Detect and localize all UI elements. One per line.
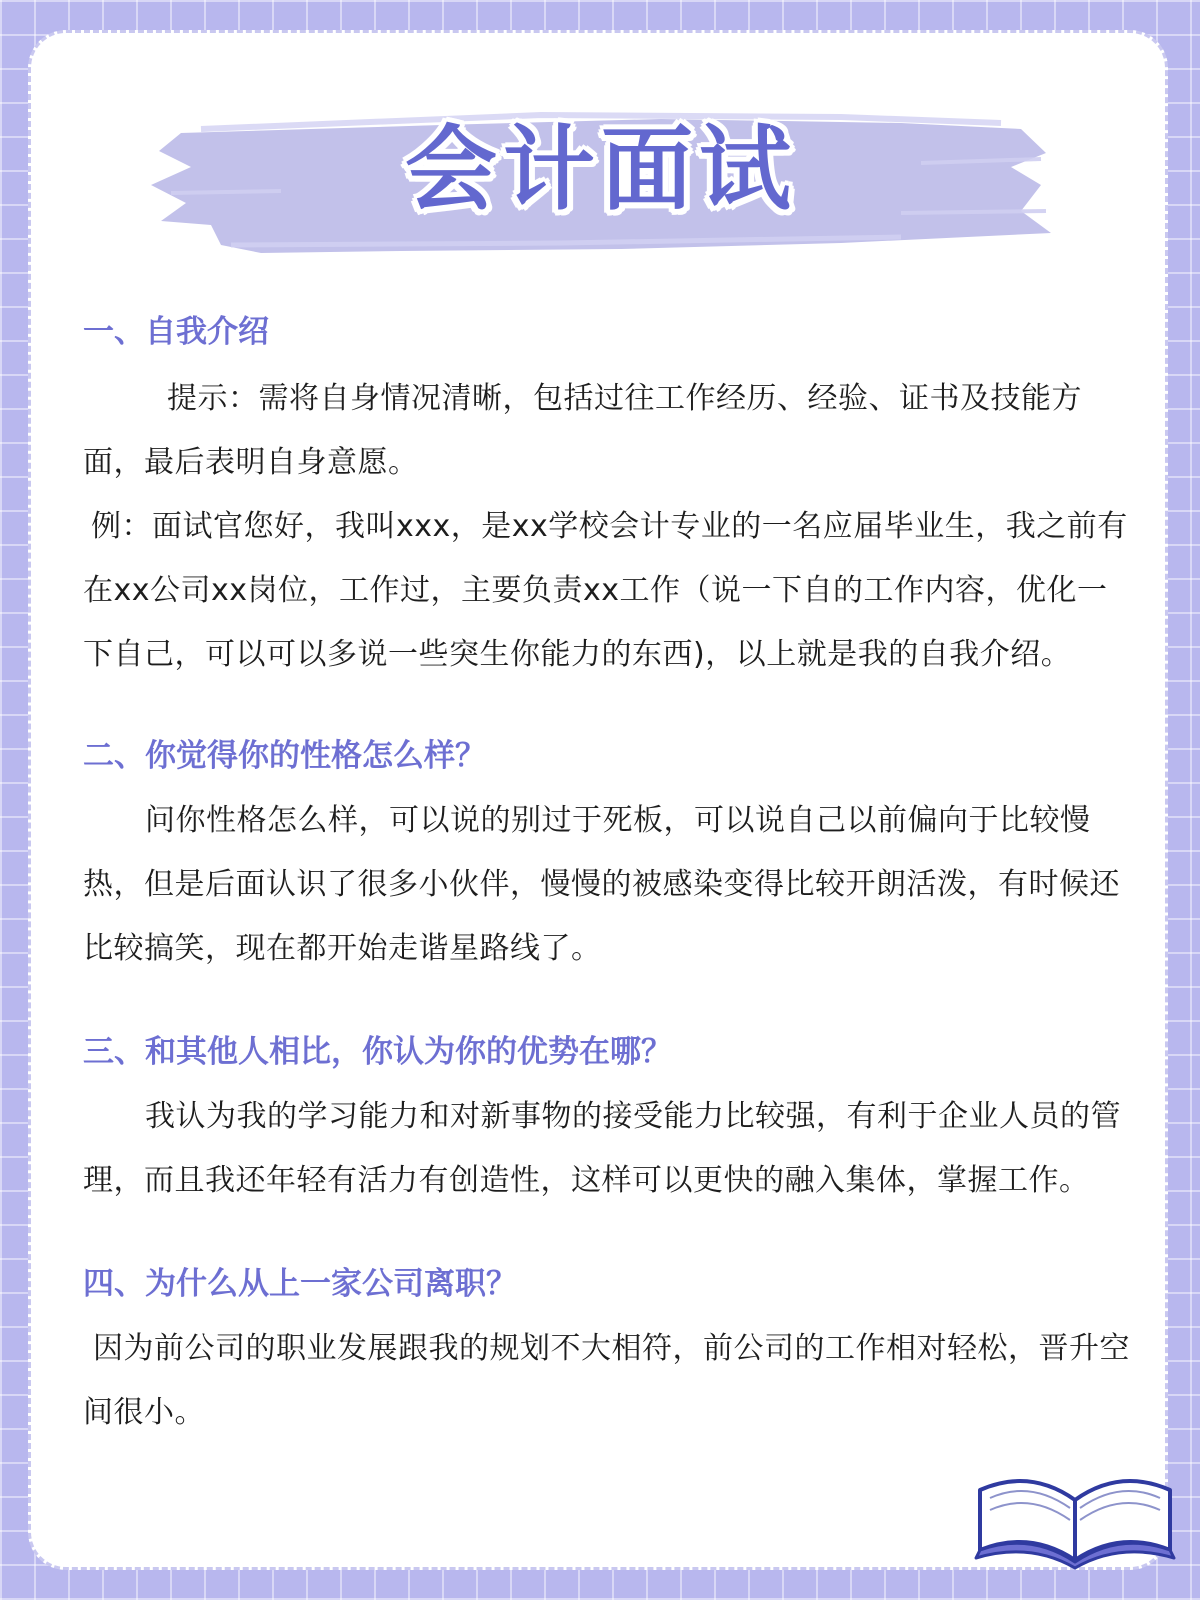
- section-heading-personality: 二、你觉得你的性格怎么样？: [83, 738, 486, 774]
- section-heading-self-intro: 一、自我介绍: [83, 314, 269, 350]
- section-heading-advantages: 三、和其他人相比，你认为你的优势在哪？: [83, 1034, 672, 1070]
- section-paragraph: 因为前公司的职业发展跟我的规划不大相符，前公司的工作相对轻松，晋升空间很小。: [83, 1331, 1130, 1430]
- section-heading-leaving-reason: 四、为什么从上一家公司离职？: [83, 1266, 517, 1302]
- page-title: 会计面试: [404, 116, 797, 223]
- section-paragraph: 例：面试官您好，我叫xxx，是xx学校会计专业的一名应届毕业生，我之前有在xx公司xx岗位，工作过，主要负责xx工作（说一下自的工作内容，优化一下自己，可以可以多说一些突生你能力的东西)，以上就是我的自我介绍。: [83, 509, 1128, 672]
- section-paragraph: 提示：需将自身情况清晰，包括过往工作经历、经验、证书及技能方面，最后表明自身意愿。: [83, 381, 1082, 480]
- content-card: [28, 30, 1168, 1570]
- section-paragraph: 我认为我的学习能力和对新事物的接受能力比较强，有利于企业人员的管理，而且我还年轻有活力有创造性，这样可以更快的融入集体，掌握工作。: [83, 1099, 1121, 1198]
- section-paragraph: 问你性格怎么样，可以说的别过于死板，可以说自己以前偏向于比较慢热，但是后面认识了很多小伙伴，慢慢的被感染变得比较开朗活泼，有时候还比较搞笑，现在都开始走谐星路线了。: [83, 803, 1120, 966]
- article-body: [83, 283, 1133, 1445]
- open-book-icon: [970, 1450, 1180, 1570]
